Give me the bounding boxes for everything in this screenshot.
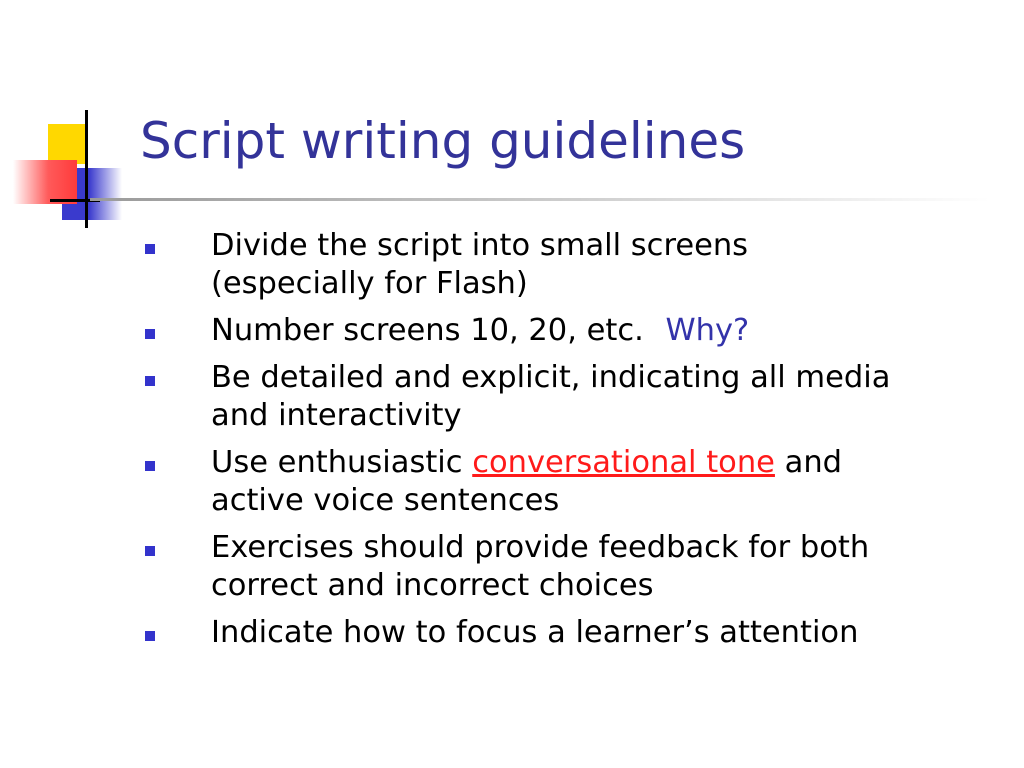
bullet-text-line2: active voice sentences — [211, 483, 560, 518]
bullet-text-line2: (especially for Flash) — [211, 266, 528, 301]
bullet-item — [140, 614, 1000, 652]
bullet-list — [140, 227, 1000, 661]
logo-red-square — [13, 160, 77, 204]
logo-yellow-square — [48, 124, 86, 164]
bullet-text: Number screens 10, 20, etc. — [211, 313, 644, 348]
bullet-text-line2: and interactivity — [211, 398, 462, 433]
bullet-text-suffix: and — [774, 445, 843, 480]
bullet-item — [140, 312, 1000, 350]
square-bullet-icon — [145, 244, 155, 254]
bullet-item — [140, 227, 1000, 303]
title-divider — [90, 198, 990, 201]
slide-logo-graphic — [0, 0, 140, 240]
square-bullet-icon — [145, 376, 155, 386]
square-bullet-icon — [145, 546, 155, 556]
logo-vertical-line — [85, 110, 88, 228]
bullet-text-line1: Divide the script into small screens — [211, 228, 749, 263]
bullet-text: Indicate how to focus a learner’s attention — [211, 615, 859, 650]
conversational-tone-link[interactable]: conversational tone — [472, 445, 775, 480]
bullet-item — [140, 359, 1000, 435]
square-bullet-icon — [145, 631, 155, 641]
bullet-text-line2: correct and incorrect choices — [211, 568, 654, 603]
square-bullet-icon — [145, 461, 155, 471]
square-bullet-icon — [145, 329, 155, 339]
slide-title: Script writing guidelines — [140, 112, 746, 170]
bullet-text-prefix: Use enthusiastic — [211, 445, 473, 480]
why-question: Why? — [665, 313, 750, 348]
bullet-text-line1: Be detailed and explicit, indicating all media — [211, 360, 891, 395]
bullet-item — [140, 529, 1000, 605]
bullet-item — [140, 444, 1000, 520]
bullet-text-line1: Exercises should provide feedback for both — [211, 530, 870, 565]
